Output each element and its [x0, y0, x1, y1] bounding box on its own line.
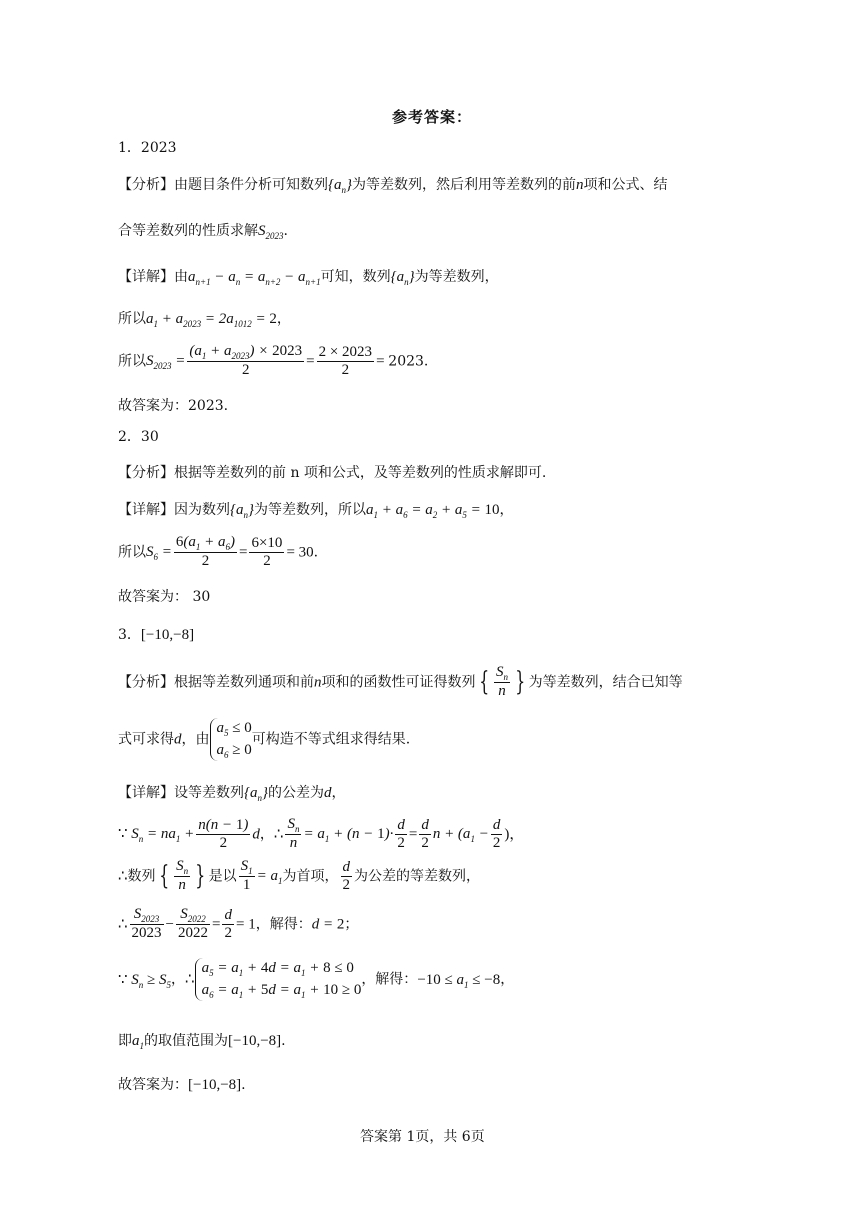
detail-text: . [313, 544, 319, 561]
math-d: d [174, 731, 182, 748]
math-fraction-sn-n: $\frac{S_n}{n}$ [287, 816, 300, 852]
math-therefore: ∴ [185, 971, 195, 988]
math-expression: = $a_1 + (n - 1)\cdot$ [303, 826, 394, 845]
math-interval: [−10,−8] [228, 1033, 282, 1049]
analysis-label: 【分析】 [118, 177, 174, 193]
detail-text: 为等差数列，所以 [254, 502, 366, 518]
q1-answer: 故答案为：2023. [118, 398, 229, 414]
detail-text: . [281, 1033, 286, 1049]
analysis-label: 【分析】 [118, 674, 174, 691]
question-2-number: 2．30 [118, 429, 159, 445]
math-fraction-d-2: $\frac{d}{2}$ [342, 858, 351, 893]
math-because-condition: ∵ $S_n \ge S_5$ [118, 971, 172, 990]
number-label: 3． [118, 627, 141, 643]
analysis-text: 项和的函数性可证得数列 [321, 674, 476, 691]
math-fraction: $\frac{2 \times 2023}{2}$ [318, 343, 373, 378]
math-equals: = [376, 353, 389, 370]
q1-analysis-line2 [118, 220, 288, 241]
q3-analysis-line1 [118, 664, 683, 701]
math-fraction: $\frac{S_{2023}}{2023}$ [131, 906, 162, 942]
math-brace: { [158, 861, 169, 892]
math-fraction-d-2: $\frac{d}{2}$ [421, 816, 429, 851]
q2-answer: 故答案为： 30 [118, 589, 211, 605]
q3-detail-line2 [118, 816, 524, 853]
math-sequence-an: $\{a_n\}$ [390, 269, 415, 287]
math-d: d [324, 785, 332, 801]
math-s2023: $S_{2023}$ [258, 223, 284, 241]
math-fraction-sn-n: $\frac{S_n}{n}$ [176, 858, 189, 894]
math-sequence-an: $\{a_n\}$ [244, 785, 268, 803]
detail-text: ， [499, 502, 514, 518]
math-n: n [314, 674, 322, 691]
math-d: d [252, 826, 260, 843]
q3-detail-line3 [118, 858, 480, 895]
q1-detail-line1 [118, 266, 499, 287]
math-sequence-an: $\{a_n\}$ [328, 177, 352, 195]
math-expression: $n + (a_1$ − [432, 826, 489, 845]
math-s2023-equals: $S_{2023}$ = [146, 353, 186, 372]
math-a1: = $a_1$ [256, 868, 283, 887]
math-equals: = [239, 544, 248, 561]
detail-text: 因为数列 [174, 502, 230, 518]
analysis-text: 为等差数列，结合已知等 [528, 674, 683, 691]
page-title: 参考答案： [392, 108, 473, 126]
q3-detail-line1 [118, 782, 346, 803]
math-sum-identity: $a_1 + a_6 = a_2 + a_5 = 10$ [366, 502, 500, 520]
question-3-number [118, 624, 194, 644]
detail-text: 的公差为 [268, 785, 324, 801]
detail-text: 所以 [118, 311, 146, 327]
math-a1-range: $-10 \le a_1 \le -8$ [417, 971, 501, 990]
math-fraction: $\frac{6(a_1 + a_6)}{2}$ [175, 534, 235, 570]
q1-detail-line2 [118, 308, 291, 329]
detail-text: 是以 [208, 868, 237, 885]
math-therefore: ∴ [118, 916, 128, 933]
math-fraction-d-2: $\frac{d}{2}$ [397, 816, 405, 851]
math-minus: − [165, 916, 175, 933]
detail-text: 为公差的等差数列， [354, 868, 481, 885]
q2-analysis [118, 462, 546, 482]
math-therefore: ∴ [118, 868, 128, 885]
math-brace: { [478, 667, 489, 698]
detail-text: ， [259, 826, 274, 843]
detail-text: 的取值范围为 [144, 1033, 228, 1049]
analysis-text: 根据等差数列的前 n 项和公式，及等差数列的性质求解即可. [174, 465, 547, 481]
math-a1: $a_1$ [132, 1033, 144, 1051]
detail-text: . [423, 353, 429, 370]
q3-answer [118, 1074, 246, 1094]
detail-label: 【详解】 [118, 269, 174, 285]
analysis-text: 为等差数列，然后利用等差数列的前 [352, 177, 576, 193]
math-because-sn: ∵ $S_n = na_1$ + [118, 826, 195, 845]
detail-label: 【详解】 [118, 785, 174, 801]
math-therefore: ∴ [273, 826, 284, 843]
math-sequence-an: $\{a_n\}$ [230, 502, 254, 520]
math-fraction-d-2: $\frac{d}{2}$ [492, 816, 501, 851]
math-equals: = [306, 353, 315, 370]
math-equals: = 1 [235, 916, 256, 933]
math-fraction: $\frac{n(n - 1)}{2}$ [198, 816, 249, 851]
q3-detail-line4 [118, 906, 358, 943]
analysis-label: 【分析】 [118, 465, 174, 481]
math-fraction-d-2: $\frac{d}{2}$ [224, 906, 232, 941]
detail-text: ， [331, 785, 346, 801]
detail-text: 设等差数列 [174, 785, 244, 801]
math-sum-identity: $a_1 + a_{2023} = 2a_{1012} = 2$ [146, 311, 277, 329]
detail-text: 所以 [118, 353, 146, 370]
q1-detail-line3 [118, 343, 428, 380]
analysis-text: 由题目条件分析可知数列 [174, 177, 328, 193]
math-fraction: $\frac{S_{2022}}{2022}$ [178, 906, 209, 942]
detail-text: 可知，数列 [320, 269, 391, 285]
question-3-interval: [−10,−8] [140, 627, 195, 643]
analysis-text: ，由 [181, 731, 210, 748]
math-fraction-s1-1: $\frac{S_1}{1}$ [240, 858, 253, 894]
math-interval: [−10,−8] [188, 1077, 242, 1093]
detail-text: ， [171, 971, 186, 988]
detail-text: ， [276, 311, 291, 327]
detail-label: 【详解】 [118, 502, 174, 518]
page-footer: 答案第 1页，共 6页 [360, 1129, 485, 1145]
math-equals: = 30 [286, 544, 314, 561]
math-brace: } [515, 667, 526, 698]
detail-text: 为首项， [282, 868, 339, 885]
q3-detail-line5 [118, 958, 514, 1001]
analysis-text: 式可求得 [118, 731, 174, 748]
q1-analysis-line1 [118, 174, 668, 195]
detail-text: ，解得： [255, 916, 312, 933]
math-equals: = [408, 826, 418, 843]
math-difference-equation: $a_{n+1} - a_n = a_{n+2} - a_{n+1}$ [188, 269, 321, 287]
math-inequality-system: $a_5 = a_1 + 4d = a_1 + 8 \le 0$ $a_6 = a_1 + 5d = a_1 + 10 \ge 0$ [195, 958, 362, 1001]
math-n: n [576, 177, 584, 193]
math-d-value: d = 2 [311, 916, 345, 933]
math-brace: } [195, 861, 206, 892]
detail-text: ， [500, 971, 515, 988]
analysis-text: . [283, 223, 288, 239]
math-paren: )， [504, 826, 525, 843]
math-fraction: $\frac{6\times 10}{2}$ [251, 534, 283, 569]
math-inequality-system: $a_5 \le 0$ $a_6 \ge 0$ [210, 718, 252, 761]
q3-detail-line6 [118, 1030, 286, 1051]
analysis-text: 根据等差数列通项和前 [174, 674, 314, 691]
answer-text: . [241, 1077, 246, 1093]
analysis-text: 合等差数列的性质求解 [118, 223, 258, 239]
q2-detail-line1 [118, 499, 514, 520]
detail-text: 为等差数列， [414, 269, 499, 285]
detail-result: 2023 [388, 353, 424, 370]
math-fraction: $\frac{(a_1 + a_{2023}) \times 2023}{2}$ [189, 343, 303, 379]
detail-text: ，解得： [361, 971, 418, 988]
detail-text: 即 [118, 1033, 132, 1049]
answer-label: 故答案为： [118, 1077, 188, 1093]
math-equals: = [212, 916, 221, 933]
detail-text: 数列 [127, 868, 156, 885]
detail-text: 所以 [118, 544, 146, 561]
math-fraction-sn-n: $\frac{S_n}{n}$ [496, 664, 509, 700]
analysis-text: 项和公式、结 [583, 177, 668, 193]
detail-text: ； [344, 916, 359, 933]
q3-analysis-line2 [118, 718, 410, 761]
analysis-text: 可构造不等式组求得结果. [251, 731, 411, 748]
math-s6-equals: $S_6$ = [146, 544, 172, 563]
detail-text: 由 [174, 269, 188, 285]
q2-detail-line2 [118, 534, 318, 571]
question-1-number: 1．2023 [118, 140, 177, 156]
